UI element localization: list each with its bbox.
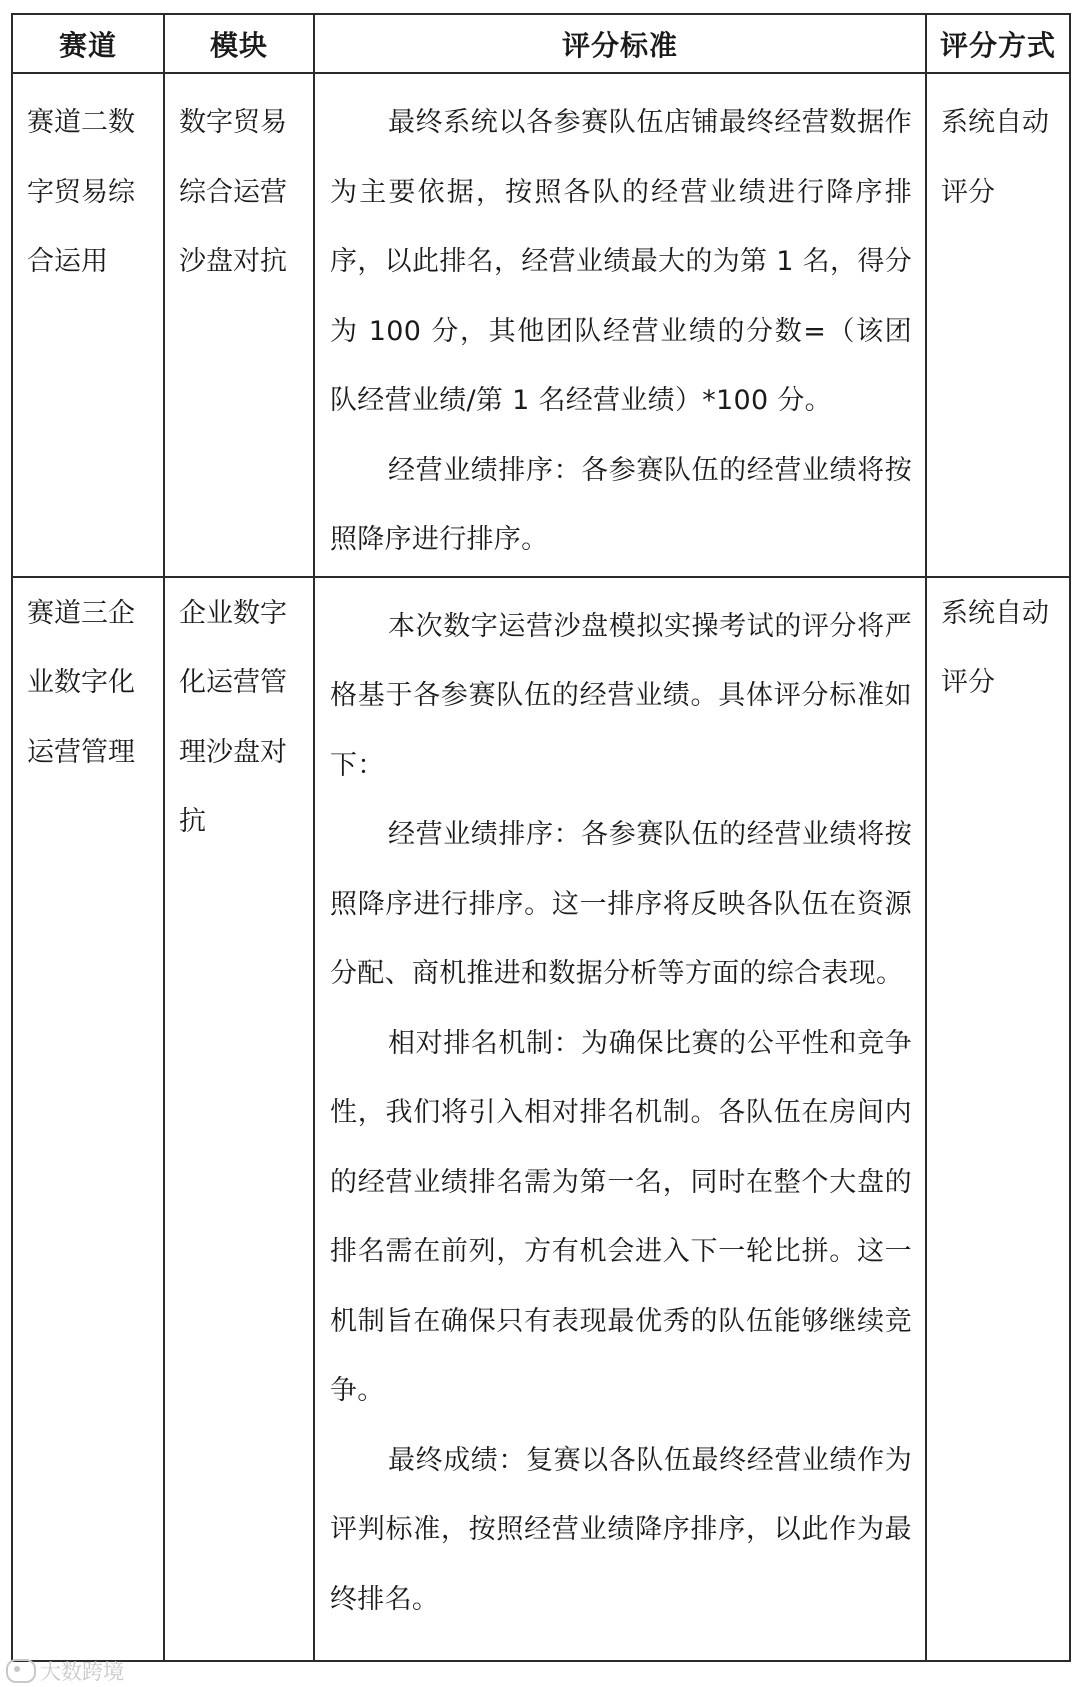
criteria-paragraph: 最终系统以各参赛队伍店铺最终经营数据作为主要依据，按照各队的经营业绩进行降序排序，以此排名，经营业绩最大的为第 1 名，得分为 100 分，其他团队经营业绩的分数=（该团队经营业绩/第 1 名经营业绩）*100 分。 — [330, 107, 912, 416]
method-cell — [926, 73, 1070, 577]
criteria-paragraph: 最终成绩：复赛以各队伍最终经营业绩作为评判标准，按照经营业绩降序排序，以此作为最终排名。 — [330, 1444, 912, 1615]
eye-logo-icon — [6, 1659, 36, 1683]
criteria-paragraph: 经营业绩排序：各参赛队伍的经营业绩将按照降序进行排序。这一排序将反映各队伍在资源分配、商机推进和数据分析等方面的综合表现。 — [330, 819, 912, 989]
track-cell — [12, 73, 164, 577]
scoring-table — [11, 13, 1071, 1662]
watermark-text: 大数跨境 — [40, 1660, 124, 1684]
module-text: 企业数字化运营管理沙盘对抗 — [179, 597, 287, 837]
method-cell — [926, 577, 1070, 1661]
module-text: 数字贸易综合运营沙盘对抗 — [179, 107, 287, 277]
criteria-paragraph: 经营业绩排序：各参赛队伍的经营业绩将按照降序进行排序。 — [330, 454, 912, 555]
table-row — [12, 73, 1070, 577]
header-row — [12, 14, 1070, 73]
criteria-cell — [314, 577, 926, 1661]
criteria-paragraph: 本次数字运营沙盘模拟实操考试的评分将严格基于各参赛队伍的经营业绩。具体评分标准如下： — [330, 610, 912, 781]
criteria-paragraph: 相对排名机制：为确保比赛的公平性和竞争性，我们将引入相对排名机制。各队伍在房间内的经营业绩排名需为第一名，同时在整个大盘的排名需在前列，方有机会进入下一轮比拼。这一机制旨在确保只有表现最优秀的队伍能够继续竞争。 — [330, 1027, 912, 1406]
header-module: 模块 — [164, 14, 314, 73]
track-text: 赛道二数字贸易综合运用 — [27, 107, 135, 277]
track-text: 赛道三企业数字化运营管理 — [27, 597, 135, 768]
header-method: 评分方式 — [926, 14, 1070, 73]
header-track: 赛道 — [12, 14, 164, 73]
watermark — [6, 1656, 124, 1686]
module-cell — [164, 73, 314, 577]
method-text: 系统自动评分 — [941, 107, 1049, 208]
table-row — [12, 577, 1070, 1661]
criteria-cell — [314, 73, 926, 577]
track-cell — [12, 577, 164, 1661]
method-text: 系统自动评分 — [941, 597, 1049, 698]
header-criteria: 评分标准 — [314, 14, 926, 73]
module-cell — [164, 577, 314, 1661]
